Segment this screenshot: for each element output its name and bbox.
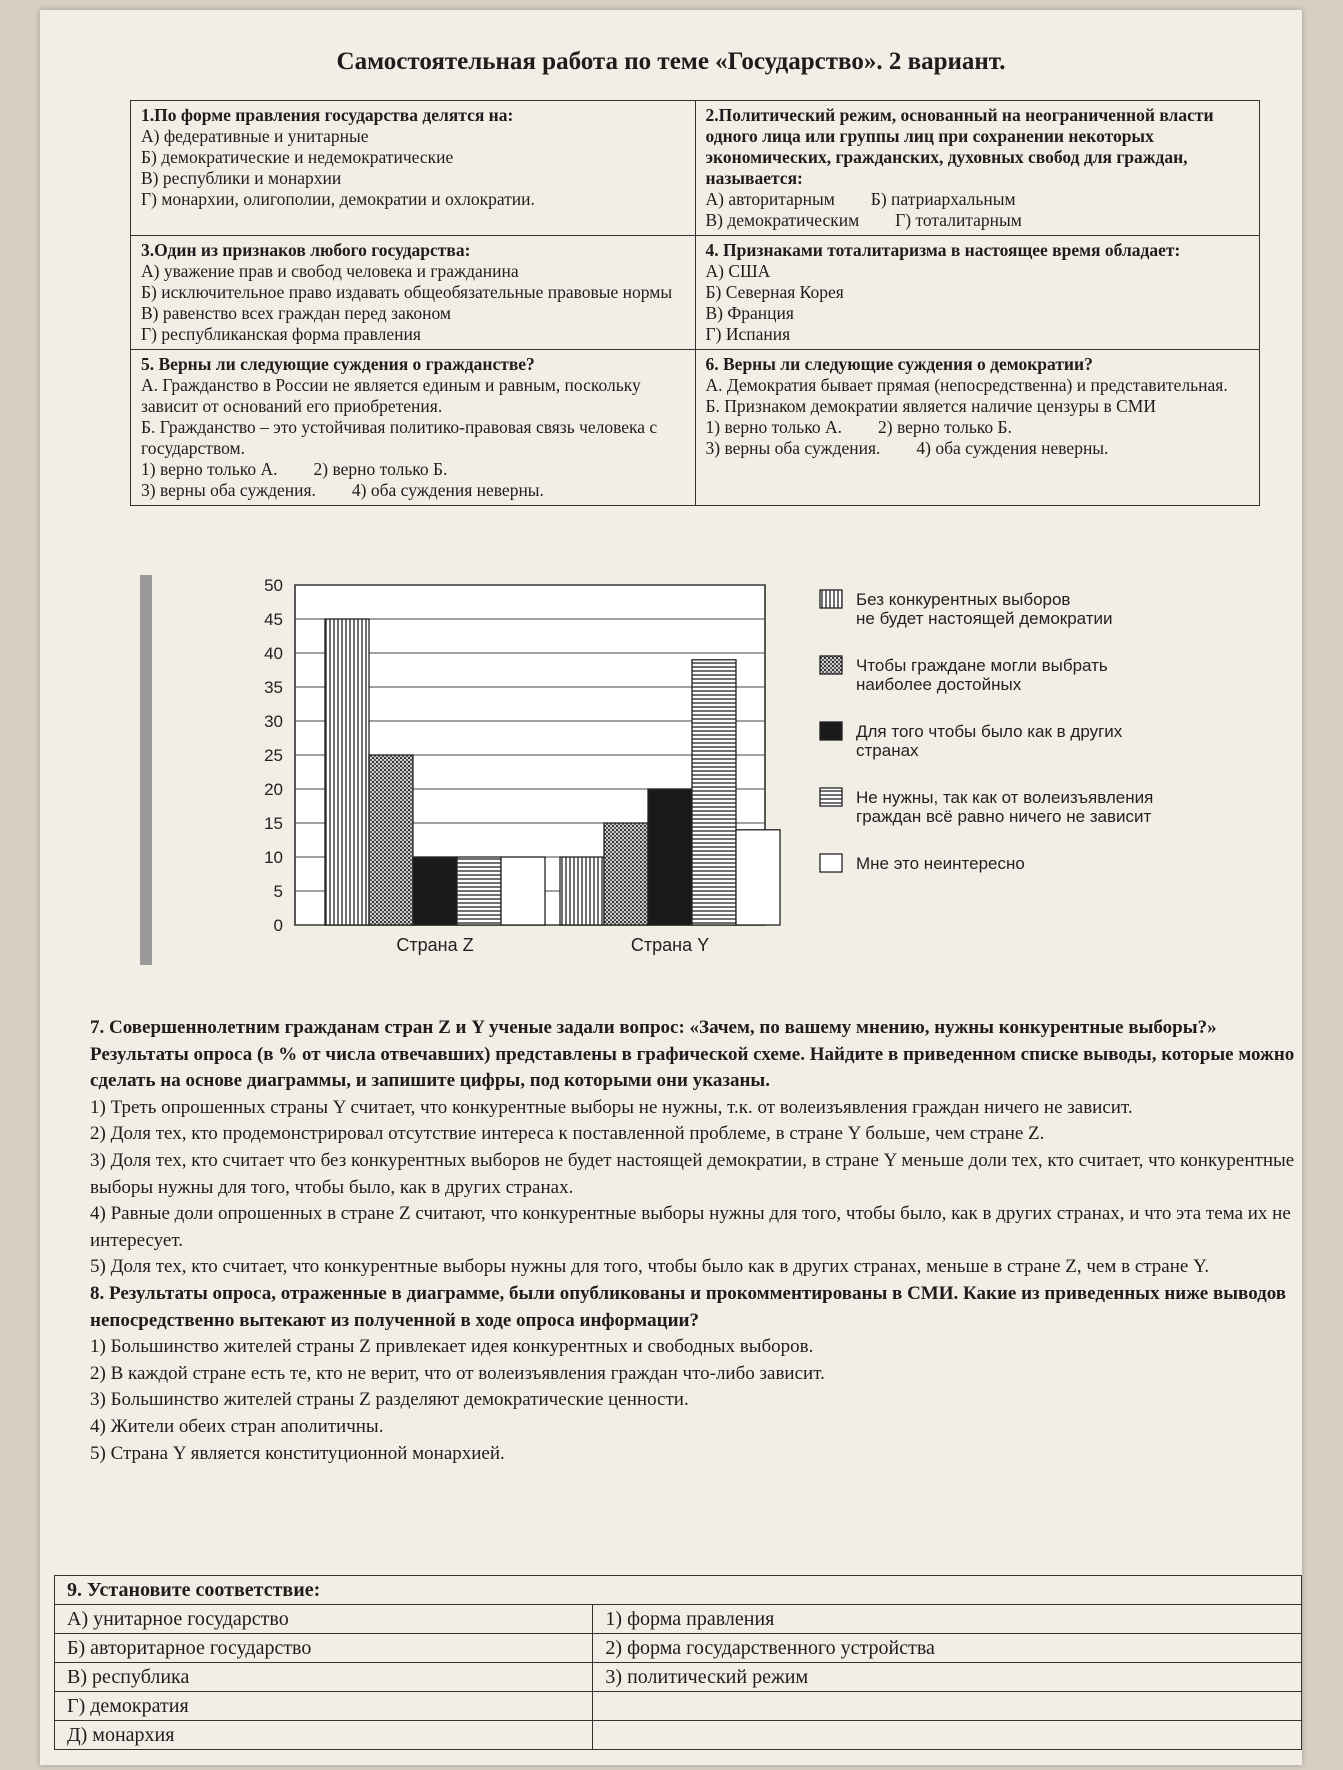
match-right: 3) политический режим xyxy=(593,1663,1302,1692)
lower-section xyxy=(90,1015,1305,1467)
question-6 xyxy=(695,350,1260,506)
option: В) демократическим xyxy=(705,210,860,230)
match-right: 1) форма правления xyxy=(593,1605,1302,1634)
y-tick-label: 15 xyxy=(264,814,283,833)
option: Б) исключительное право издавать общеобязательные правовые нормы xyxy=(141,282,673,302)
question-3-heading: 3.Один из признаков любого государства: xyxy=(141,240,471,260)
question-4-heading: 4. Признаками тоталитаризма в настоящее время обладает: xyxy=(705,240,1181,260)
list-item: 1) Треть опрошенных страны Y считает, что конкурентные выборы не нужны, т.к. от волеизъявления граждан ничего не зависит. xyxy=(90,1096,1133,1118)
worksheet xyxy=(40,10,1302,1765)
option: Б) демократические и недемократические xyxy=(141,147,454,167)
question-3 xyxy=(131,236,696,350)
bar xyxy=(325,619,369,925)
legend-label: наиболее достойных xyxy=(856,675,1022,694)
x-tick-label: Страна Z xyxy=(396,935,474,955)
option: 4) оба суждения неверны. xyxy=(916,438,1109,458)
legend-swatch xyxy=(820,788,842,806)
match-left: А) унитарное государство xyxy=(55,1605,593,1634)
question-8-heading: 8. Результаты опроса, отраженные в диаграмме, были опубликованы и прокомментированы в СМИ. Какие из приведенных ниже выводов непосредственно вытекают из полученной в ходе опроса информации? xyxy=(90,1282,1287,1331)
option: Г) Испания xyxy=(705,324,791,344)
match-left: Д) монархия xyxy=(55,1721,593,1750)
y-tick-label: 10 xyxy=(264,848,283,867)
option: Г) тоталитарным xyxy=(895,210,1022,230)
question-1-heading: 1.По форме правления государства делятся на: xyxy=(141,105,514,125)
option: 4) оба суждения неверны. xyxy=(351,480,544,500)
match-right xyxy=(593,1692,1302,1721)
statement-b: Б. Гражданство – это устойчивая политико-правовая связь человека с государством. xyxy=(141,417,658,458)
matching-table xyxy=(54,1575,1302,1750)
match-left: Г) демократия xyxy=(55,1692,593,1721)
legend-label: Чтобы граждане могли выбрать xyxy=(856,656,1108,675)
y-tick-label: 0 xyxy=(273,916,283,935)
statement-b: Б. Признаком демократии является наличие цензуры в СМИ xyxy=(705,396,1156,416)
option: А) уважение прав и свобод человека и гражданина xyxy=(141,261,519,281)
question-4 xyxy=(695,236,1260,350)
option: Г) монархии, олигополии, демократии и охлократии. xyxy=(141,189,535,209)
match-left: В) республика xyxy=(55,1663,593,1692)
option: 3) верны оба суждения. xyxy=(705,438,881,458)
option: В) равенство всех граждан перед законом xyxy=(141,303,451,323)
x-tick-label: Страна Y xyxy=(630,935,710,955)
y-tick-label: 25 xyxy=(264,746,283,765)
legend-swatch xyxy=(820,722,842,740)
match-right: 2) форма государственного устройства xyxy=(593,1634,1302,1663)
option: 1) верно только А. xyxy=(141,459,278,479)
match-left: Б) авторитарное государство xyxy=(55,1634,593,1663)
legend-swatch xyxy=(820,590,842,608)
bar xyxy=(560,857,604,925)
match-right xyxy=(593,1721,1302,1750)
list-item: 5) Страна Y является конституционной монархией. xyxy=(90,1442,505,1464)
list-item: 4) Равные доли опрошенных в стране Z считают, что конкурентные выборы нужны для того, чтобы было, как в других странах, и что эта тема их не интересует. xyxy=(90,1203,1291,1251)
legend-label: не будет настоящей демократии xyxy=(856,609,1113,628)
y-tick-label: 45 xyxy=(264,610,283,629)
page-title: Самостоятельная работа по теме «Государство». 2 вариант. xyxy=(336,48,1006,75)
option: 2) верно только Б. xyxy=(878,417,1012,437)
option: А) авторитарным xyxy=(705,189,835,209)
list-item: 1) Большинство жителей страны Z привлекает идея конкурентных и свободных выборов. xyxy=(90,1336,814,1358)
list-item: 5) Доля тех, кто считает, что конкурентные выборы нужны для того, чтобы было как в других странах, меньше в стране Z, чем в стране Y. xyxy=(90,1256,1210,1278)
option: А) США xyxy=(705,261,771,281)
option: В) республики и монархии xyxy=(141,168,342,188)
question-6-heading: 6. Верны ли следующие суждения о демократии? xyxy=(705,354,1093,374)
bar xyxy=(648,789,692,925)
question-2 xyxy=(695,101,1260,236)
option: 2) верно только Б. xyxy=(313,459,448,479)
y-tick-label: 35 xyxy=(264,678,283,697)
y-tick-label: 20 xyxy=(264,780,283,799)
legend-swatch xyxy=(820,854,842,872)
question-5 xyxy=(131,350,696,506)
question-2-heading: 2.Политический режим, основанный на неограниченной власти одного лица или группы лиц при сохранении некоторых экономических, гражданских, духовных свобод для граждан, называется: xyxy=(705,105,1214,188)
list-item: 3) Большинство жителей страны Z разделяют демократические ценности. xyxy=(90,1389,689,1411)
legend-label: Мне это неинтересно xyxy=(856,854,1025,873)
legend-swatch xyxy=(820,656,842,674)
option: Б) патриархальным xyxy=(870,189,1016,209)
legend-label: Для того чтобы было как в других xyxy=(856,722,1123,741)
bar xyxy=(736,830,780,925)
y-tick-label: 40 xyxy=(264,644,283,663)
bar-chart xyxy=(140,565,1300,1005)
list-item: 3) Доля тех, кто считает что без конкурентных выборов не будет настоящей демократии, в стране Y меньше доли тех, кто считает, что конкурентные выборы нужны для того, чтобы было, как в других странах. xyxy=(90,1149,1295,1198)
option: В) Франция xyxy=(705,303,794,323)
legend-label: граждан всё равно ничего не зависит xyxy=(856,807,1152,826)
question-5-heading: 5. Верны ли следующие суждения о гражданстве? xyxy=(141,354,535,374)
bar xyxy=(604,823,648,925)
legend-label: Не нужны, так как от волеизъявления xyxy=(856,788,1154,807)
option: 3) верны оба суждения. xyxy=(141,480,316,500)
bar xyxy=(501,857,545,925)
bar xyxy=(692,660,736,925)
option: Г) республиканская форма правления xyxy=(141,324,421,344)
question-9-heading: 9. Установите соответствие: xyxy=(55,1576,1302,1605)
question-1 xyxy=(131,101,696,236)
question-7-number: 7. xyxy=(90,1017,105,1038)
bar xyxy=(457,857,501,925)
statement-a: А. Демократия бывает прямая (непосредственна) и представительная. xyxy=(705,375,1228,395)
option: 1) верно только А. xyxy=(705,417,843,437)
list-item: 2) В каждой стране есть те, кто не верит, что от волеизъявления граждан что-либо зависит. xyxy=(90,1362,825,1384)
y-tick-label: 5 xyxy=(273,882,283,901)
question-7-heading xyxy=(90,1015,1305,1095)
shadow-strip xyxy=(140,575,152,965)
list-item: 2) Доля тех, кто продемонстрировал отсутствие интереса к поставленной проблеме, в стране Y больше, чем стране Z. xyxy=(90,1123,1045,1145)
question-7-text: Совершеннолетним гражданам стран Z и Y ученые задали вопрос: «Зачем, по вашему мнению, нужны конкурентные выборы?» Результаты опроса (в % от числа отвечавших) представлены в графической схеме. Найдите в приведенном списке выводы, которые можно сделать на основе диаграммы, и запишите цифры, под которыми они указаны. xyxy=(90,1017,1295,1092)
bar xyxy=(413,857,457,925)
bar xyxy=(369,755,413,925)
y-tick-label: 30 xyxy=(264,712,283,731)
statement-a: А. Гражданство в России не является единым и равным, поскольку зависит от оснований его приобретения. xyxy=(141,375,641,416)
questions-table xyxy=(130,100,1260,506)
legend-label: Без конкурентных выборов xyxy=(856,590,1071,609)
legend-label: странах xyxy=(856,741,919,760)
option: Б) Северная Корея xyxy=(705,282,844,302)
list-item: 4) Жители обеих стран аполитичны. xyxy=(90,1415,384,1437)
survey-chart xyxy=(140,565,1300,1005)
y-tick-label: 50 xyxy=(264,576,283,595)
option: А) федеративные и унитарные xyxy=(141,126,369,146)
